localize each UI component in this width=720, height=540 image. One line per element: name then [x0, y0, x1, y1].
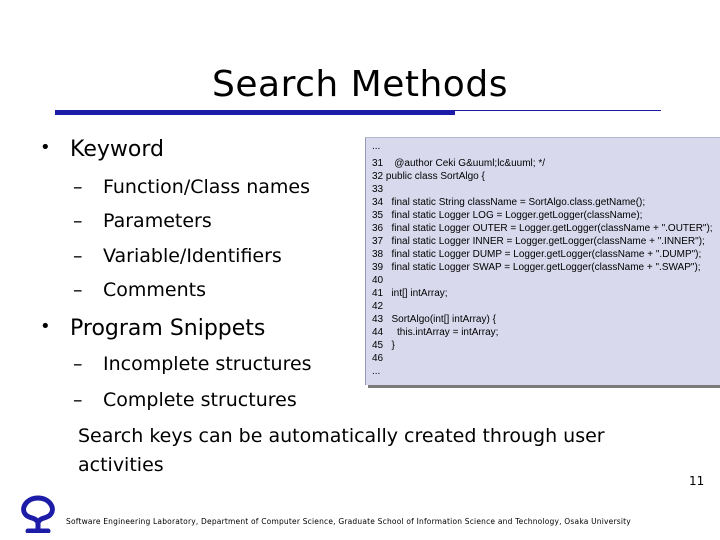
- subitem-incomplete-structures: [73, 353, 312, 375]
- subitem-label: Parameters: [103, 210, 212, 232]
- code-line: 35 final static Logger LOG = Logger.getLogger(className);: [372, 210, 643, 221]
- code-line: 44 this.intArray = intArray;: [372, 327, 499, 338]
- slide-title: Search Methods: [212, 64, 508, 105]
- bullet-label: Program Snippets: [70, 316, 266, 341]
- bullet-glyph: •: [40, 137, 51, 158]
- subitem-function-class-names: [73, 176, 311, 198]
- dash-glyph: –: [73, 176, 83, 198]
- code-line: 42: [372, 301, 384, 312]
- bullet-keyword: [40, 137, 164, 162]
- subitem-variable-identifiers: [73, 245, 282, 267]
- code-line: 41 int[] intArray;: [372, 288, 448, 299]
- code-line: 32 public class SortAlgo {: [372, 171, 485, 182]
- code-line: 45 }: [372, 340, 395, 351]
- code-line: 38 final static Logger DUMP = Logger.getLogger(className + ".DUMP");: [372, 249, 702, 260]
- subitem-label: Comments: [103, 279, 206, 301]
- code-line: 34 final static String className = SortAlgo.class.getName();: [372, 197, 646, 208]
- dash-glyph: –: [73, 353, 83, 375]
- title-underline-thin: [455, 110, 661, 111]
- footer-text: Software Engineering Laboratory, Department of Computer Science, Graduate School of Information Science and Technology, Osaka University: [66, 517, 631, 526]
- dash-glyph: –: [73, 210, 83, 232]
- code-line: 37 final static Logger INNER = Logger.getLogger(className + ".INNER");: [372, 236, 705, 247]
- subitem-label: Variable/Identifiers: [103, 245, 282, 267]
- code-line: 39 final static Logger SWAP = Logger.getLogger(className + ".SWAP");: [372, 262, 701, 273]
- subitem-label: Incomplete structures: [103, 353, 312, 375]
- code-line: 43 SortAlgo(int[] intArray) {: [372, 314, 496, 325]
- code-line: 40: [372, 275, 384, 286]
- subitem-label: Function/Class names: [103, 176, 311, 198]
- code-line: 31 @author Ceki G&uuml;lc&uuml; */: [372, 158, 545, 169]
- bullet-label: Keyword: [70, 137, 164, 162]
- code-line: ...: [372, 366, 381, 377]
- code-snippet-box: [365, 137, 720, 385]
- code-line: ...: [372, 141, 381, 152]
- subitem-comments: [73, 279, 206, 301]
- subitem-label: Complete structures: [103, 389, 297, 411]
- title-underline-thick: [55, 110, 455, 115]
- bullet-program-snippets: [40, 316, 266, 341]
- osaka-university-logo-icon: [16, 493, 60, 533]
- code-line: 36 final static Logger OUTER = Logger.getLogger(className + ".OUTER");: [372, 223, 713, 234]
- subitem-parameters: [73, 210, 212, 232]
- subitem-complete-structures: [73, 389, 297, 411]
- dash-glyph: –: [73, 389, 83, 411]
- dash-glyph: –: [73, 245, 83, 267]
- bullet-glyph: •: [40, 316, 51, 337]
- code-line: 46: [372, 353, 384, 364]
- dash-glyph: –: [73, 279, 83, 301]
- code-line: 33: [372, 184, 384, 195]
- page-number: 11: [689, 474, 705, 488]
- search-keys-note: Search keys can be automatically created through user activities: [78, 425, 605, 476]
